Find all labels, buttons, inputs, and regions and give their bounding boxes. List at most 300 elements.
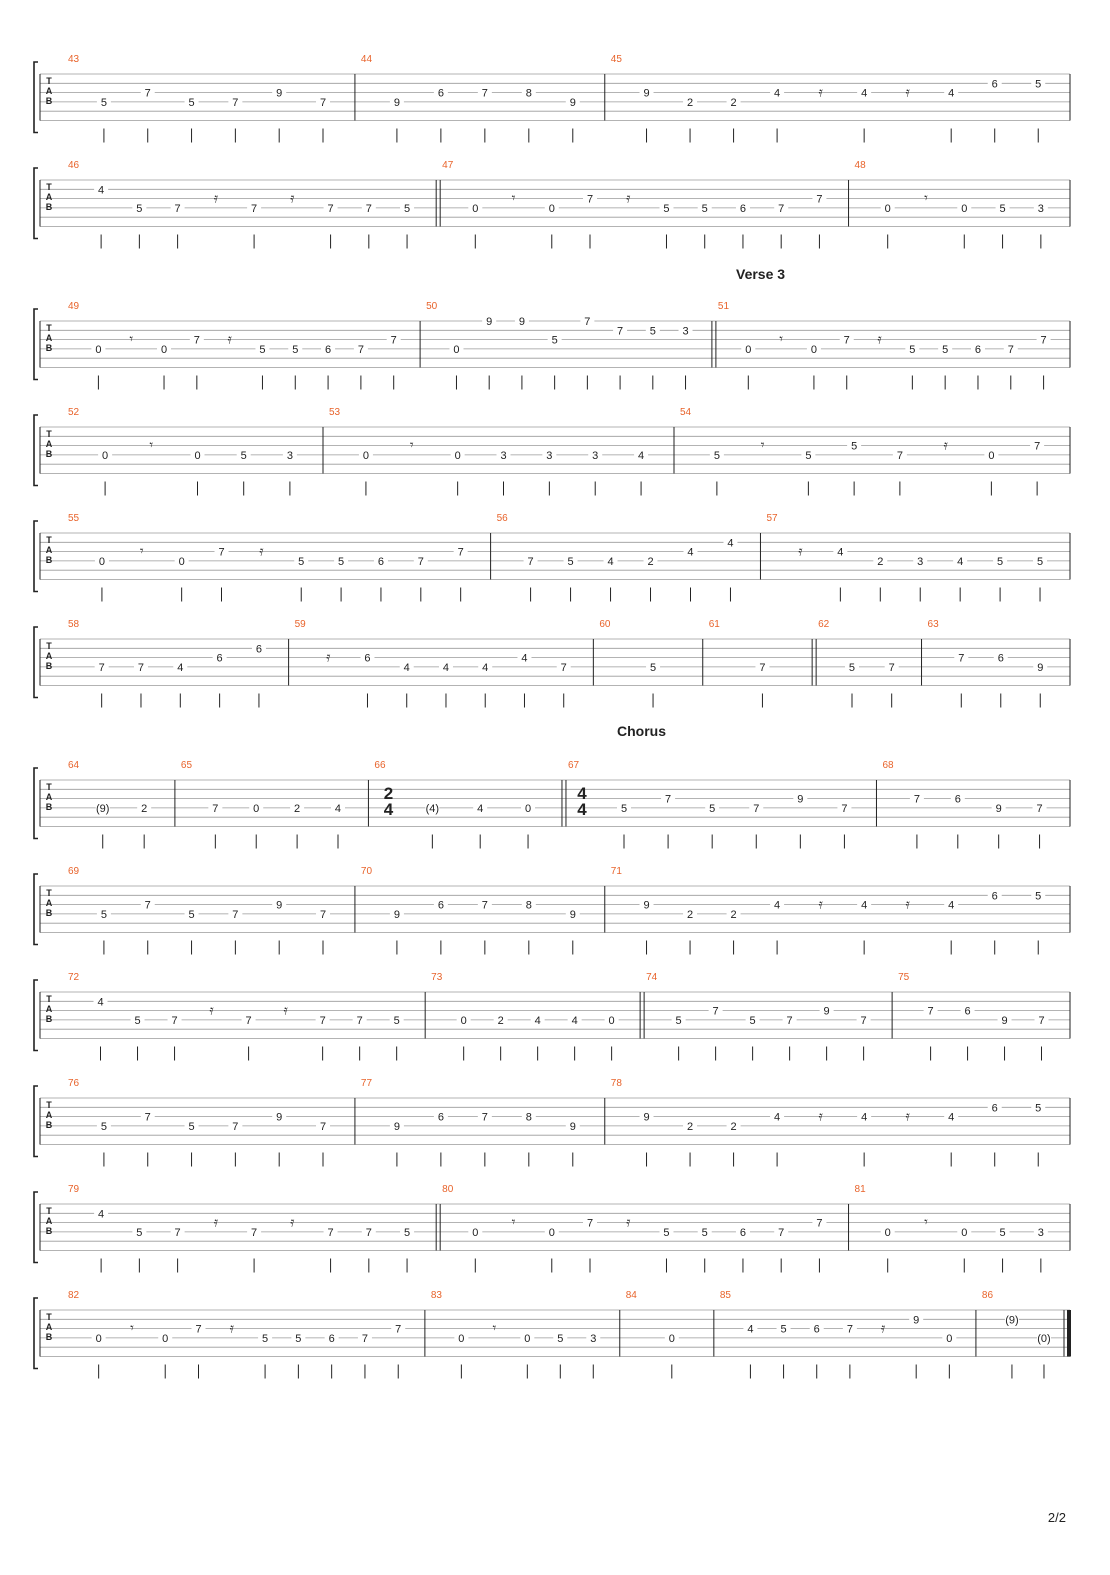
rest-symbol: 𝄿 bbox=[626, 1213, 631, 1230]
fret-number: 0 bbox=[253, 802, 260, 815]
fret-number: 0 bbox=[548, 202, 555, 215]
fret-number: 3 bbox=[917, 555, 924, 568]
fret-number: 5 bbox=[136, 202, 143, 215]
measure-number: 51 bbox=[717, 301, 730, 312]
fret-number: 7 bbox=[712, 1005, 719, 1018]
rest-symbol: 𝄾 bbox=[492, 1319, 497, 1336]
fret-number: 5 bbox=[295, 1332, 302, 1345]
fret-number: 7 bbox=[584, 316, 591, 328]
section-label-verse-3: Verse 3 bbox=[736, 266, 786, 282]
fret-number: 4 bbox=[774, 1111, 781, 1124]
time-signature-top: 2 bbox=[383, 784, 394, 803]
system-brace bbox=[34, 1086, 38, 1157]
fret-number: 7 bbox=[1034, 440, 1041, 453]
fret-number: 9 bbox=[393, 908, 400, 921]
fret-number: 7 bbox=[860, 1014, 867, 1027]
fret-number: 3 bbox=[592, 449, 599, 462]
tab-clef-letter: B bbox=[45, 202, 53, 212]
fret-number: 7 bbox=[212, 802, 219, 815]
fret-number: 7 bbox=[560, 661, 567, 674]
measure-number: 83 bbox=[430, 1290, 443, 1301]
fret-number: 2 bbox=[730, 96, 737, 109]
fret-number: 5 bbox=[649, 325, 656, 338]
fret-number: 8 bbox=[525, 87, 532, 100]
tab-clef-letter: A bbox=[45, 1322, 53, 1332]
rest-symbol: 𝄾 bbox=[409, 436, 414, 453]
fret-number: 7 bbox=[778, 1226, 785, 1239]
fret-number: 7 bbox=[251, 1226, 258, 1239]
fret-number: 0 bbox=[988, 449, 995, 462]
fret-number: 7 bbox=[144, 1111, 151, 1124]
tab-clef-letter: T bbox=[46, 323, 52, 333]
fret-number: 5 bbox=[701, 202, 708, 215]
measure-number: 74 bbox=[646, 972, 658, 983]
fret-number: 0 bbox=[102, 449, 109, 462]
tab-clef-letter: A bbox=[45, 545, 53, 555]
fret-number: 0 bbox=[362, 449, 369, 462]
rest-symbol: 𝄿 bbox=[326, 648, 331, 665]
fret-number: 5 bbox=[999, 1226, 1006, 1239]
tab-clef-letter: T bbox=[46, 994, 52, 1004]
fret-number: 5 bbox=[136, 1226, 143, 1239]
fret-number: 7 bbox=[251, 202, 258, 215]
fret-number: 6 bbox=[325, 343, 332, 356]
rest-symbol: 𝄿 bbox=[877, 330, 882, 347]
rest-symbol: 𝄿 bbox=[213, 1213, 218, 1230]
measure-number: 44 bbox=[360, 54, 373, 65]
rest-symbol: 𝄿 bbox=[626, 189, 631, 206]
fret-number: 8 bbox=[525, 1111, 532, 1124]
measure-number: 68 bbox=[882, 760, 894, 771]
fret-number: 0 bbox=[454, 449, 461, 462]
fret-number: 5 bbox=[675, 1014, 682, 1027]
fret-number: 7 bbox=[327, 202, 334, 215]
fret-number: 7 bbox=[245, 1014, 252, 1027]
fret-number: 4 bbox=[403, 661, 410, 674]
fret-number: 7 bbox=[481, 899, 488, 912]
system-brace bbox=[34, 980, 38, 1051]
rest-symbol: 𝄿 bbox=[283, 1001, 288, 1018]
fret-number: 7 bbox=[319, 1120, 327, 1133]
fret-number: 6 bbox=[216, 652, 223, 665]
fret-number: 5 bbox=[1035, 78, 1042, 91]
fret-number: 9 bbox=[276, 899, 283, 912]
rest-symbol: 𝄿 bbox=[798, 542, 803, 559]
fret-number: 5 bbox=[100, 1120, 107, 1133]
rest-symbol: 𝄿 bbox=[259, 542, 264, 559]
measure-number: 54 bbox=[680, 407, 692, 418]
fret-number: 0 bbox=[946, 1332, 953, 1345]
fret-number: 0 bbox=[884, 202, 891, 215]
fret-number: 0 bbox=[745, 343, 752, 356]
fret-number: 5 bbox=[999, 202, 1006, 215]
fret-number: 6 bbox=[739, 202, 747, 215]
fret-number: 7 bbox=[174, 202, 181, 215]
measure-number: 75 bbox=[898, 972, 910, 983]
measure-number: 86 bbox=[981, 1290, 994, 1301]
tab-clef-letter: A bbox=[45, 333, 53, 343]
fret-number: 9 bbox=[995, 802, 1002, 815]
measure-number: 81 bbox=[854, 1184, 866, 1195]
fret-number: 7 bbox=[174, 1226, 181, 1239]
fret-number: 4 bbox=[861, 87, 868, 100]
tab-clef-letter: B bbox=[45, 1120, 53, 1130]
fret-number: 9 bbox=[569, 96, 576, 109]
rest-symbol: 𝄿 bbox=[818, 83, 823, 100]
fret-number: 6 bbox=[437, 87, 444, 100]
fret-number: 5 bbox=[1036, 555, 1044, 568]
measure-number: 78 bbox=[610, 1078, 622, 1089]
fret-number: 9 bbox=[518, 316, 525, 328]
fret-number: 4 bbox=[638, 449, 645, 462]
measure-number: 70 bbox=[360, 866, 373, 877]
fret-number: 7 bbox=[417, 555, 424, 568]
measure-number: 76 bbox=[68, 1078, 80, 1089]
fret-number: 6 bbox=[437, 899, 444, 912]
fret-number: 5 bbox=[805, 449, 812, 462]
fret-number: 9 bbox=[486, 316, 493, 328]
fret-number: 5 bbox=[780, 1323, 787, 1336]
measure-number: 79 bbox=[68, 1184, 80, 1195]
fret-number: 7 bbox=[888, 661, 895, 674]
fret-number: 9 bbox=[913, 1314, 920, 1327]
fret-number: 2 bbox=[686, 96, 694, 109]
fret-number: 7 bbox=[457, 546, 464, 559]
fret-number: 3 bbox=[546, 449, 553, 462]
fret-number: 7 bbox=[1038, 1014, 1045, 1027]
rest-symbol: 𝄾 bbox=[130, 1319, 134, 1336]
fret-number: 7 bbox=[1040, 334, 1047, 347]
measure-number: 73 bbox=[431, 972, 443, 983]
fret-number: 2 bbox=[294, 802, 301, 815]
fret-number: 5 bbox=[649, 661, 657, 674]
measure-number: 43 bbox=[68, 54, 80, 65]
system-brace bbox=[34, 415, 38, 486]
tab-clef-letter: A bbox=[45, 192, 53, 202]
fret-number: 6 bbox=[954, 793, 961, 806]
fret-number: 4 bbox=[482, 661, 489, 674]
system-brace bbox=[34, 1298, 38, 1369]
fret-number: 7 bbox=[319, 96, 327, 109]
rest-symbol: 𝄿 bbox=[229, 1319, 234, 1336]
fret-number: 5 bbox=[100, 908, 107, 921]
measure-number: 72 bbox=[68, 972, 80, 983]
system-brace bbox=[34, 309, 38, 380]
fret-number: 6 bbox=[739, 1226, 747, 1239]
fret-number: 9 bbox=[643, 1111, 650, 1124]
fret-number: 5 bbox=[709, 802, 716, 815]
fret-number: 0 bbox=[524, 802, 532, 815]
fret-number: 0 bbox=[162, 1332, 169, 1345]
fret-number: 9 bbox=[1001, 1014, 1008, 1027]
fret-number: 4 bbox=[177, 661, 184, 674]
fret-number: 0 bbox=[884, 1226, 891, 1239]
tab-clef-letter: B bbox=[45, 555, 53, 565]
fret-number: 3 bbox=[682, 325, 689, 338]
fret-number: 9 bbox=[823, 1005, 830, 1018]
tab-clef-letter: A bbox=[45, 1216, 53, 1226]
measure-number: 84 bbox=[625, 1290, 637, 1301]
measure-number: 46 bbox=[68, 160, 80, 171]
measure-number: 85 bbox=[719, 1290, 731, 1301]
fret-number: 7 bbox=[218, 546, 225, 559]
fret-number: 7 bbox=[327, 1226, 334, 1239]
fret-number: 6 bbox=[437, 1111, 444, 1124]
system-brace bbox=[34, 627, 38, 698]
tab-clef-letter: T bbox=[46, 1206, 52, 1216]
rest-symbol: 𝄾 bbox=[149, 436, 154, 453]
fret-number: 3 bbox=[500, 449, 507, 462]
tab-clef-letter: T bbox=[46, 76, 52, 86]
rest-symbol: 𝄾 bbox=[924, 189, 928, 206]
measure-number: 63 bbox=[927, 619, 939, 630]
fret-number: 5 bbox=[262, 1332, 269, 1345]
fret-number: 7 bbox=[665, 793, 672, 806]
measure-number: 55 bbox=[68, 513, 80, 524]
tab-clef-letter: B bbox=[45, 908, 53, 918]
fret-number: 7 bbox=[365, 202, 372, 215]
fret-number: 2 bbox=[730, 1120, 737, 1133]
fret-number: 5 bbox=[188, 96, 195, 109]
fret-number: 7 bbox=[617, 325, 624, 338]
measure-number: 52 bbox=[68, 407, 80, 418]
fret-number: 4 bbox=[727, 537, 734, 550]
tab-clef-letter: T bbox=[46, 182, 52, 192]
measure-number: 50 bbox=[426, 301, 438, 312]
fret-number: 4 bbox=[948, 899, 955, 912]
tab-clef-letter: T bbox=[46, 641, 52, 651]
measure-number: 49 bbox=[68, 301, 80, 312]
fret-number: 7 bbox=[896, 449, 903, 462]
fret-number: 7 bbox=[98, 661, 105, 674]
tab-clef-letter: B bbox=[45, 661, 53, 671]
fret-number: 7 bbox=[927, 1005, 934, 1018]
fret-number: 5 bbox=[663, 1226, 670, 1239]
fret-number: 6 bbox=[364, 652, 371, 665]
tab-clef-letter: A bbox=[45, 1004, 53, 1014]
fret-number: 4 bbox=[948, 1111, 955, 1124]
fret-number: 0 bbox=[453, 343, 460, 356]
fret-number: 4 bbox=[861, 899, 868, 912]
measure-number: 80 bbox=[442, 1184, 454, 1195]
fret-number: 0 bbox=[194, 449, 201, 462]
fret-number: 7 bbox=[144, 899, 151, 912]
measure-number: 47 bbox=[442, 160, 454, 171]
rest-symbol: 𝄿 bbox=[905, 895, 910, 912]
tab-clef-letter: A bbox=[45, 898, 53, 908]
measure-number: 69 bbox=[68, 866, 80, 877]
fret-number: 7 bbox=[232, 908, 239, 921]
system-brace bbox=[34, 874, 38, 945]
tab-clef-letter: B bbox=[45, 1014, 53, 1024]
fret-number: 5 bbox=[403, 202, 411, 215]
measure-number: 82 bbox=[68, 1290, 80, 1301]
tab-clef-letter: T bbox=[46, 1100, 52, 1110]
rest-symbol: 𝄾 bbox=[139, 542, 144, 559]
fret-number: 4 bbox=[521, 652, 528, 665]
fret-number: 2 bbox=[877, 555, 884, 568]
fret-number: 4 bbox=[957, 555, 964, 568]
fret-number: 2 bbox=[141, 802, 148, 815]
fret-number: 7 bbox=[390, 334, 397, 347]
measure-number: 62 bbox=[818, 619, 830, 630]
fret-number: 5 bbox=[567, 555, 574, 568]
fret-number: 4 bbox=[837, 546, 844, 559]
fret-number: 0 bbox=[961, 202, 968, 215]
fret-number: 0 bbox=[524, 1332, 531, 1345]
tab-clef-letter: B bbox=[45, 802, 53, 812]
fret-number: 7 bbox=[753, 802, 760, 815]
rest-symbol: 𝄿 bbox=[880, 1319, 886, 1336]
rest-symbol: 𝄾 bbox=[129, 330, 134, 347]
fret-number: 5 bbox=[292, 343, 299, 356]
fret-number: 8 bbox=[525, 899, 532, 912]
time-signature-bottom: 4 bbox=[577, 800, 587, 819]
measure-number: 57 bbox=[766, 513, 778, 524]
measure-number: 71 bbox=[610, 866, 622, 877]
fret-number: 0 bbox=[472, 202, 479, 215]
fret-number: 6 bbox=[964, 1005, 971, 1018]
measure-number: 48 bbox=[854, 160, 866, 171]
fret-number: 7 bbox=[1036, 802, 1043, 815]
fret-number: 7 bbox=[843, 334, 850, 347]
fret-number: 6 bbox=[813, 1323, 820, 1336]
fret-number: (4) bbox=[425, 802, 440, 815]
rest-symbol: 𝄿 bbox=[209, 1001, 214, 1018]
fret-number: 5 bbox=[663, 202, 670, 215]
fret-number: 9 bbox=[569, 1120, 576, 1133]
fret-number: 6 bbox=[997, 652, 1004, 665]
tab-clef-letter: B bbox=[45, 1332, 53, 1342]
fret-number: 7 bbox=[786, 1014, 793, 1027]
fret-number: 5 bbox=[188, 1120, 195, 1133]
fret-number: 7 bbox=[841, 802, 848, 815]
tab-clef-letter: A bbox=[45, 439, 53, 449]
fret-number: 3 bbox=[286, 449, 293, 462]
tab-clef-letter: T bbox=[46, 888, 52, 898]
fret-number: 4 bbox=[861, 1111, 868, 1124]
fret-number: 5 bbox=[240, 449, 247, 462]
fret-number: 5 bbox=[557, 1332, 564, 1345]
fret-number: 6 bbox=[974, 343, 982, 356]
fret-number: 7 bbox=[193, 334, 200, 347]
rest-symbol: 𝄿 bbox=[818, 895, 823, 912]
tab-clef-letter: B bbox=[45, 343, 53, 353]
time-signature-bottom: 4 bbox=[383, 800, 394, 819]
measure-number: 67 bbox=[567, 760, 580, 771]
rest-symbol: 𝄿 bbox=[905, 83, 910, 100]
fret-number: 5 bbox=[393, 1014, 400, 1027]
tab-clef-letter: B bbox=[45, 449, 53, 459]
fret-number: 0 bbox=[961, 1226, 968, 1239]
fret-number: 0 bbox=[98, 555, 105, 568]
fret-number: 6 bbox=[991, 78, 998, 91]
fret-number: 9 bbox=[1037, 661, 1044, 674]
page-number: 2/2 bbox=[1047, 1510, 1066, 1525]
fret-number: 9 bbox=[276, 1111, 283, 1124]
fret-number: 7 bbox=[846, 1323, 853, 1336]
measure-number: 45 bbox=[610, 54, 622, 65]
fret-number: 7 bbox=[816, 193, 823, 206]
fret-number: 9 bbox=[569, 908, 576, 921]
fret-number: 4 bbox=[687, 546, 694, 559]
fret-number: 5 bbox=[1035, 890, 1042, 903]
fret-number: 5 bbox=[403, 1226, 411, 1239]
fret-number: 5 bbox=[909, 343, 916, 356]
fret-number: 9 bbox=[797, 793, 804, 806]
fret-number: 2 bbox=[686, 1120, 694, 1133]
fret-number: 4 bbox=[98, 184, 105, 197]
fret-number: (9) bbox=[1005, 1314, 1019, 1327]
fret-number: 9 bbox=[643, 87, 650, 100]
fret-number: 4 bbox=[534, 1014, 541, 1027]
fret-number: 2 bbox=[497, 1014, 504, 1027]
fret-number: 0 bbox=[95, 1332, 102, 1345]
fret-number: 0 bbox=[458, 1332, 465, 1345]
rest-symbol: 𝄿 bbox=[227, 330, 232, 347]
fret-number: 6 bbox=[991, 890, 998, 903]
section-label-chorus: Chorus bbox=[617, 723, 666, 739]
fret-number: 7 bbox=[816, 1217, 823, 1230]
fret-number: 4 bbox=[98, 1208, 105, 1221]
fret-number: 7 bbox=[365, 1226, 372, 1239]
fret-number: 4 bbox=[774, 87, 781, 100]
fret-number: 6 bbox=[328, 1332, 335, 1345]
rest-symbol: 𝄾 bbox=[760, 436, 765, 453]
fret-number: 0 bbox=[472, 1226, 479, 1239]
rest-symbol: 𝄾 bbox=[779, 330, 783, 347]
rest-symbol: 𝄾 bbox=[924, 1213, 928, 1230]
fret-number: 2 bbox=[730, 908, 737, 921]
fret-number: 7 bbox=[232, 96, 239, 109]
fret-number: 0 bbox=[810, 343, 817, 356]
fret-number: 0 bbox=[668, 1332, 675, 1345]
fret-number: 7 bbox=[958, 652, 965, 665]
rest-symbol: 𝄿 bbox=[905, 1107, 910, 1124]
system-brace bbox=[34, 1192, 38, 1263]
time-signature-top: 4 bbox=[577, 784, 587, 803]
final-barline-thick bbox=[1067, 1310, 1071, 1357]
fret-number: 5 bbox=[338, 555, 345, 568]
rest-symbol: 𝄾 bbox=[511, 1213, 516, 1230]
fret-number: 4 bbox=[97, 996, 104, 1009]
fret-number: 5 bbox=[298, 555, 305, 568]
fret-number: 5 bbox=[997, 555, 1004, 568]
tab-clef-letter: A bbox=[45, 1110, 53, 1120]
fret-number: 7 bbox=[356, 1014, 363, 1027]
fret-number: 7 bbox=[319, 1014, 326, 1027]
system-brace bbox=[34, 168, 38, 239]
fret-number: 7 bbox=[527, 555, 534, 568]
fret-number: (9) bbox=[95, 802, 110, 815]
rest-symbol: 𝄾 bbox=[511, 189, 516, 206]
fret-number: 5 bbox=[1035, 1102, 1042, 1115]
fret-number: 0 bbox=[608, 1014, 615, 1027]
measure-number: 66 bbox=[374, 760, 386, 771]
fret-number: 6 bbox=[255, 643, 263, 656]
system-brace bbox=[34, 768, 38, 839]
fret-number: 5 bbox=[259, 343, 266, 356]
fret-number: 5 bbox=[848, 661, 856, 674]
fret-number: 4 bbox=[334, 802, 342, 815]
fret-number: 7 bbox=[144, 87, 151, 100]
fret-number: 3 bbox=[590, 1332, 597, 1345]
fret-number: 5 bbox=[188, 908, 195, 921]
tab-clef-letter: T bbox=[46, 1312, 52, 1322]
measure-number: 53 bbox=[329, 407, 341, 418]
fret-number: 6 bbox=[991, 1102, 998, 1115]
fret-number: 5 bbox=[620, 802, 628, 815]
